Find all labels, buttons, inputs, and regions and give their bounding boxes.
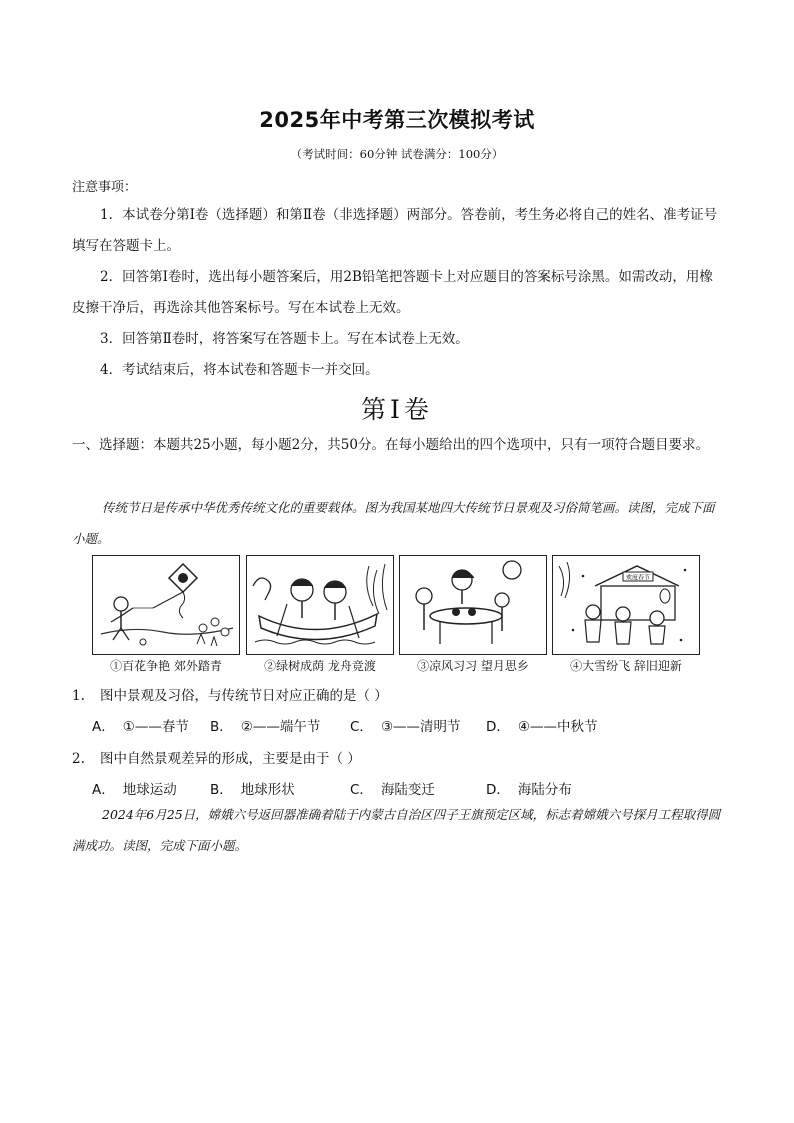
- sign-text: 欢度春节: [625, 574, 651, 582]
- exam-title: 2025年中考第三次模拟考试: [259, 108, 535, 132]
- figure-caption-4: ④大雪纷飞 辞旧迎新: [570, 659, 682, 673]
- option-c[interactable]: C． ③——清明节: [350, 719, 461, 735]
- notice-item-4: 4．考试结束后，将本试卷和答题卡一并交回。: [100, 362, 379, 378]
- panel-spring-kite: [92, 555, 240, 655]
- question-stem: 图中景观及习俗，与传统节日对应正确的是（ ）: [100, 688, 388, 704]
- option-c[interactable]: C． 海陆变迁: [350, 782, 435, 798]
- section-title: 第Ⅰ卷: [361, 395, 433, 424]
- option-a[interactable]: A． 地球运动: [92, 782, 177, 798]
- figure-caption-3: ③凉风习习 望月思乡: [417, 659, 529, 673]
- question-2: [72, 747, 361, 767]
- figure-caption-1: ①百花争艳 郊外踏青: [110, 659, 222, 673]
- new-year-illustration: [553, 556, 698, 653]
- option-b[interactable]: B． 地球形状: [210, 782, 295, 798]
- question-number: 1.: [72, 688, 85, 704]
- option-d[interactable]: D． ④——中秋节: [486, 719, 598, 735]
- festival-figure: [92, 555, 700, 677]
- notice-heading: 注意事项：: [72, 180, 138, 195]
- option-a[interactable]: A． ①——春节: [92, 719, 189, 735]
- panel-snowy-new-year: [552, 555, 700, 655]
- panel-moon-gazing: [399, 555, 547, 655]
- panel-dragon-boat: [246, 555, 394, 655]
- moon-gazing-illustration: [400, 556, 545, 653]
- exam-subtitle: （考试时间：60分钟 试卷满分：100分）: [290, 147, 504, 161]
- question-number: 2.: [72, 751, 85, 767]
- dragon-boat-illustration: [247, 556, 392, 653]
- question-1: [72, 684, 388, 704]
- kite-illustration: [93, 556, 238, 653]
- notice-item-2: 2．回答第Ⅰ卷时，选出每小题答案后，用2B铅笔把答题卡上对应题目的答案标号涂黑。如需改动，用橡皮擦干净后，再选涂其他答案标号。写在本试卷上无效。: [72, 269, 713, 316]
- section-intro: 一、选择题：本题共25小题，每小题2分，共50分。在每小题给出的四个选项中，只有一项符合题目要求。: [72, 437, 709, 453]
- material-passage-2: 2024年6月25日，嫦娥六号返回器准确着陆于内蒙古自治区四子王旗预定区域，标志着嫦娥六号探月工程取得圆满成功。读图，完成下面小题。: [72, 807, 721, 853]
- material-passage-1: 传统节日是传承中华优秀传统文化的重要载体。图为我国某地四大传统节日景观及习俗简笔画。读图，完成下面小题。: [72, 500, 715, 546]
- option-b[interactable]: B． ②——端午节: [210, 719, 321, 735]
- notice-item-1: 1．本试卷分第Ⅰ卷（选择题）和第Ⅱ卷（非选择题）两部分。答卷前，考生务必将自己的姓名、准考证号填写在答题卡上。: [72, 207, 718, 254]
- question-stem: 图中自然景观差异的形成，主要是由于（ ）: [100, 751, 361, 767]
- option-d[interactable]: D． 海陆分布: [486, 782, 572, 798]
- figure-caption-2: ②绿树成荫 龙舟竞渡: [264, 659, 376, 673]
- notice-item-3: 3．回答第Ⅱ卷时，将答案写在答题卡上。写在本试卷上无效。: [100, 331, 469, 347]
